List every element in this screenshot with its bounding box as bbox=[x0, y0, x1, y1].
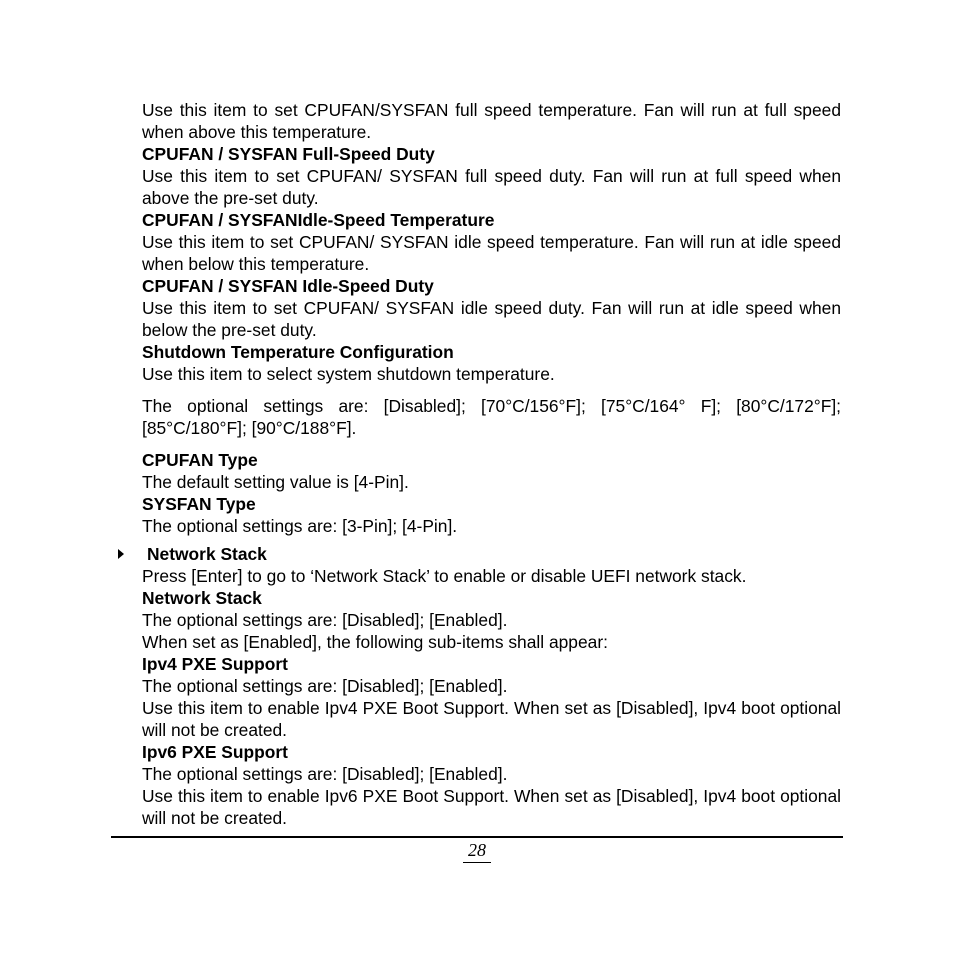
triangle-right-icon bbox=[118, 549, 124, 559]
cpufan-type-heading: CPUFAN Type bbox=[142, 450, 258, 470]
ipv6-heading: Ipv6 PXE Support bbox=[142, 742, 288, 762]
network-stack-options: The optional settings are: [Disabled]; [Enabled]. bbox=[142, 610, 508, 630]
ipv6-options: The optional settings are: [Disabled]; [Enabled]. bbox=[142, 764, 508, 784]
network-stack-menu-label: Network Stack bbox=[147, 544, 267, 564]
ipv4-heading: Ipv4 PXE Support bbox=[142, 654, 288, 674]
full-speed-duty-text: Use this item to set CPUFAN/ SYSFAN full speed duty. Fan will run at full speed when above the pre-set duty. bbox=[142, 166, 841, 208]
footer-divider bbox=[111, 836, 843, 838]
idle-speed-temperature-heading: CPUFAN / SYSFANIdle-Speed Temperature bbox=[142, 210, 495, 230]
network-stack-heading: Network Stack bbox=[142, 588, 262, 608]
network-stack-menu-item bbox=[142, 543, 841, 565]
ipv6-text: Use this item to enable Ipv6 PXE Boot Support. When set as [Disabled], Ipv4 boot optional will not be created. bbox=[142, 786, 841, 828]
idle-speed-temperature-text: Use this item to set CPUFAN/ SYSFAN idle speed temperature. Fan will run at idle speed when below this temperature. bbox=[142, 232, 841, 274]
shutdown-temperature-text: Use this item to select system shutdown temperature. bbox=[142, 364, 555, 384]
shutdown-options-text: The optional settings are: [Disabled]; [70°C/156°F]; [75°C/164° F]; [80°C/172°F]; [85°C/180°F]; [90°C/188°F]. bbox=[142, 396, 841, 438]
idle-speed-duty-text: Use this item to set CPUFAN/ SYSFAN idle speed duty. Fan will run at idle speed when below the pre-set duty. bbox=[142, 298, 841, 340]
manual-body bbox=[142, 99, 841, 829]
intro-paragraph: Use this item to set CPUFAN/SYSFAN full speed temperature. Fan will run at full speed when above this temperature. bbox=[142, 100, 841, 142]
idle-speed-duty-heading: CPUFAN / SYSFAN Idle-Speed Duty bbox=[142, 276, 434, 296]
ipv4-options: The optional settings are: [Disabled]; [Enabled]. bbox=[142, 676, 508, 696]
page-number: 28 bbox=[463, 840, 491, 863]
sysfan-type-text: The optional settings are: [3-Pin]; [4-Pin]. bbox=[142, 516, 458, 536]
shutdown-temperature-heading: Shutdown Temperature Configuration bbox=[142, 342, 454, 362]
sysfan-type-heading: SYSFAN Type bbox=[142, 494, 256, 514]
cpufan-type-text: The default setting value is [4-Pin]. bbox=[142, 472, 409, 492]
ipv4-text: Use this item to enable Ipv4 PXE Boot Support. When set as [Disabled], Ipv4 boot optional will not be created. bbox=[142, 698, 841, 740]
network-stack-menu-text: Press [Enter] to go to ‘Network Stack’ to enable or disable UEFI network stack. bbox=[142, 566, 747, 586]
full-speed-duty-heading: CPUFAN / SYSFAN Full-Speed Duty bbox=[142, 144, 435, 164]
network-stack-note: When set as [Enabled], the following sub-items shall appear: bbox=[142, 632, 608, 652]
